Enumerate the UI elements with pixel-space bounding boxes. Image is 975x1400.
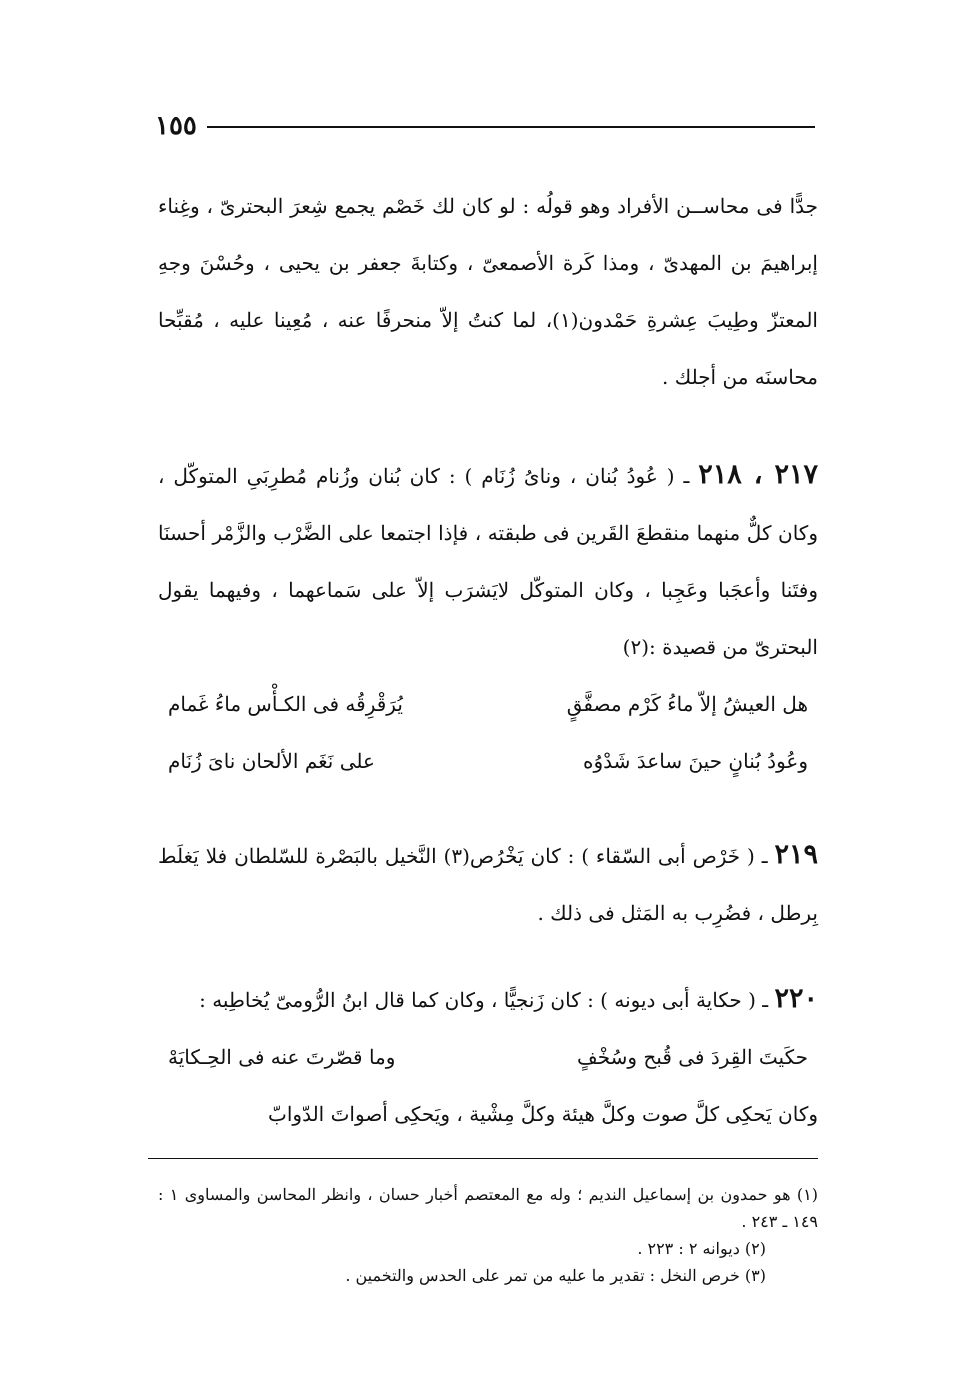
header-rule: [207, 126, 815, 128]
footnote-3: (٣) خرص النخل : تقدير ما عليه من تمر على الحدس والتخمين .: [345, 1266, 766, 1285]
entry-217-218: [158, 446, 818, 676]
entry-number: ٢٢٠: [774, 983, 818, 1014]
verse-line: [158, 733, 818, 790]
verse-second-hemistich: على نَغَم الألحان نایَ زُنَام: [168, 749, 375, 773]
entry-text: ـ ( حكاية أبى ديونه ) : كان زَنجيًّا ، وكان كما قال ابنُ الرُّومىّ يُخاطِبه :: [199, 988, 775, 1012]
page-header: [155, 108, 815, 144]
page-number: ١٥٥: [155, 111, 197, 141]
main-text: [158, 178, 818, 1143]
verse-second-hemistich: يُرَقْرِقُه فى الكـأْس ماءُ غَمام: [168, 692, 403, 716]
entry-219: [158, 826, 818, 942]
footnotes: [158, 1158, 818, 1289]
poem-bohtori: [158, 676, 818, 790]
verse-second-hemistich: وما قصّرتَ عنه فى الحِـكايَهْ: [168, 1045, 396, 1069]
entry-number: ٢١٩: [774, 839, 818, 870]
entry-number: ٢١٧ ، ٢١٨: [698, 459, 818, 490]
verse-first-hemistich: هل العيشُ إلاّ ماءُ كَرْم مصفَّقٍ: [566, 692, 808, 716]
verse-line: [158, 676, 818, 733]
entry-220-continuation: وكان يَحكِى كلَّ صوت وكلَّ هيئة وكلَّ مِشْية ، ويَحكِى أصواتَ الدّوابّ: [268, 1102, 818, 1126]
entry-220: [158, 970, 818, 1029]
entry-text: ـ ( خَرْص أبى السّقاء ) : كان يَخْرُص(٣) النَّخيل بالبَصْرة للسّلطان فلا يَغلَط بِرطل ، فضُرِب به المَثل فى ذلك .: [158, 844, 818, 925]
footnote-rule: [148, 1158, 818, 1159]
poem-ibn-rumi: [158, 1029, 818, 1086]
verse-first-hemistich: وعُودُ بُنانٍ حينَ ساعدَ شَدْوُه: [583, 749, 808, 773]
intro-paragraph: جدًّا فى محاســن الأفراد وهو قولُه : لو كان لك خَصْم يجمع شِعرَ البحترىّ ، وغِناء إبراهيمَ بن المهدىّ ، ومذا كَرة الأصمعىّ ، وكتابةَ جعفر بن يحيى ، وحُسْنَ وجهِ المعتزّ وطِيبَ عِشرةِ حَمْدون(١)، لما كنتُ إلاّ منحرفًا عنه ، مُعِينا عليه ، مُقبِّحا محاسنَه من أجلك .: [158, 194, 818, 389]
entry-text: ـ ( عُودُ بُنان ، ونایُ زُنَام ) : كان بُنان وزُنام مُطرِبَىِ المتوكّل ، وكان كلٌّ منهما منقطعَ القَرين فى طبقته ، فإذا اجتمعا على الضَّرْب والزَّمْر أحسنَا وفتَنا وأعجَبا وعَجِبا ، وكان المتوكّل لايَشرَب إلاّ على سَماعهما ، وفيهما يقول البحترىّ من قصيدة :(٢): [158, 464, 818, 659]
verse-line: [158, 1029, 818, 1086]
verse-first-hemistich: حكَيتَ القِردَ فى قُبح وسُخْفٍ: [577, 1045, 808, 1069]
footnote-2: (٢) ديوانه ٢ : ٢٢٣ .: [637, 1239, 766, 1258]
footnote-1: (١) هو حمدون بن إسماعيل النديم ؛ وله مع المعتصم أخبار حسان ، وانظر المحاسن والمساوى ١ : ١٤٩ ـ ٢٤٣ .: [158, 1185, 818, 1231]
